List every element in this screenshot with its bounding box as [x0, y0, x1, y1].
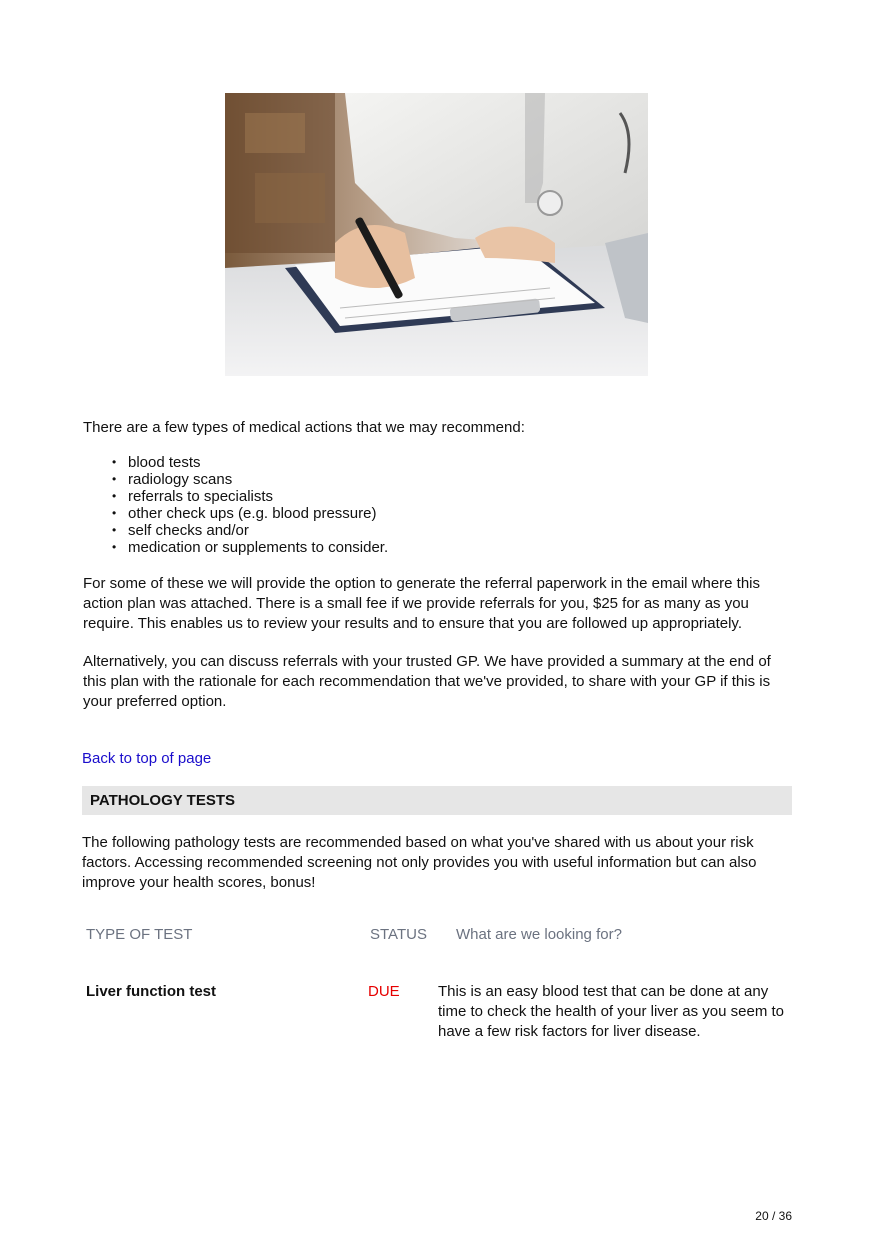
- list-item: • referrals to specialists: [112, 488, 388, 505]
- test-description: This is an easy blood test that can be done at any time to check the health of your liver as you seem to have a few risk factors for liver disease.: [438, 983, 785, 1040]
- page-number: 20 / 36: [755, 1209, 792, 1223]
- test-name: Liver function test: [86, 983, 217, 1000]
- doctor-writing-photo: [225, 93, 648, 376]
- back-to-top-link[interactable]: Back to top of page: [82, 750, 212, 767]
- actions-intro: There are a few types of medical actions that we may recommend:: [83, 419, 525, 436]
- list-item: • radiology scans: [112, 471, 388, 488]
- list-item: • medication or supplements to consider.: [112, 539, 388, 556]
- column-header-status: STATUS: [370, 926, 427, 943]
- gp-referral-paragraph: Alternatively, you can discuss referrals with your trusted GP. We have provided a summary at the end of this plan with the rationale for each recommendation that we've provided, to share with your GP if this is your preferred option.: [83, 653, 771, 710]
- list-item: • other check ups (e.g. blood pressure): [112, 505, 388, 522]
- list-item: • self checks and/or: [112, 522, 388, 539]
- column-header-type: TYPE OF TEST: [86, 926, 193, 943]
- section-header-pathology: PATHOLOGY TESTS: [82, 786, 792, 815]
- column-header-looking-for: What are we looking for?: [456, 926, 622, 943]
- list-item: • blood tests: [112, 454, 388, 471]
- referral-fee-paragraph: For some of these we will provide the option to generate the referral paperwork in the email where this action plan was attached. There is a small fee if we provide referrals for you, $25 for as many as you require. This enables us to review your results and to ensure that you are followed up appropriately.: [83, 575, 761, 632]
- doctor-writing-illustration: [225, 93, 648, 376]
- pathology-intro: The following pathology tests are recommended based on what you've shared with us about your risk factors. Accessing recommended screening not only provides you with useful information but can also improve your health scores, bonus!: [82, 834, 757, 891]
- actions-list: [112, 454, 388, 556]
- status-badge: DUE: [368, 983, 400, 1000]
